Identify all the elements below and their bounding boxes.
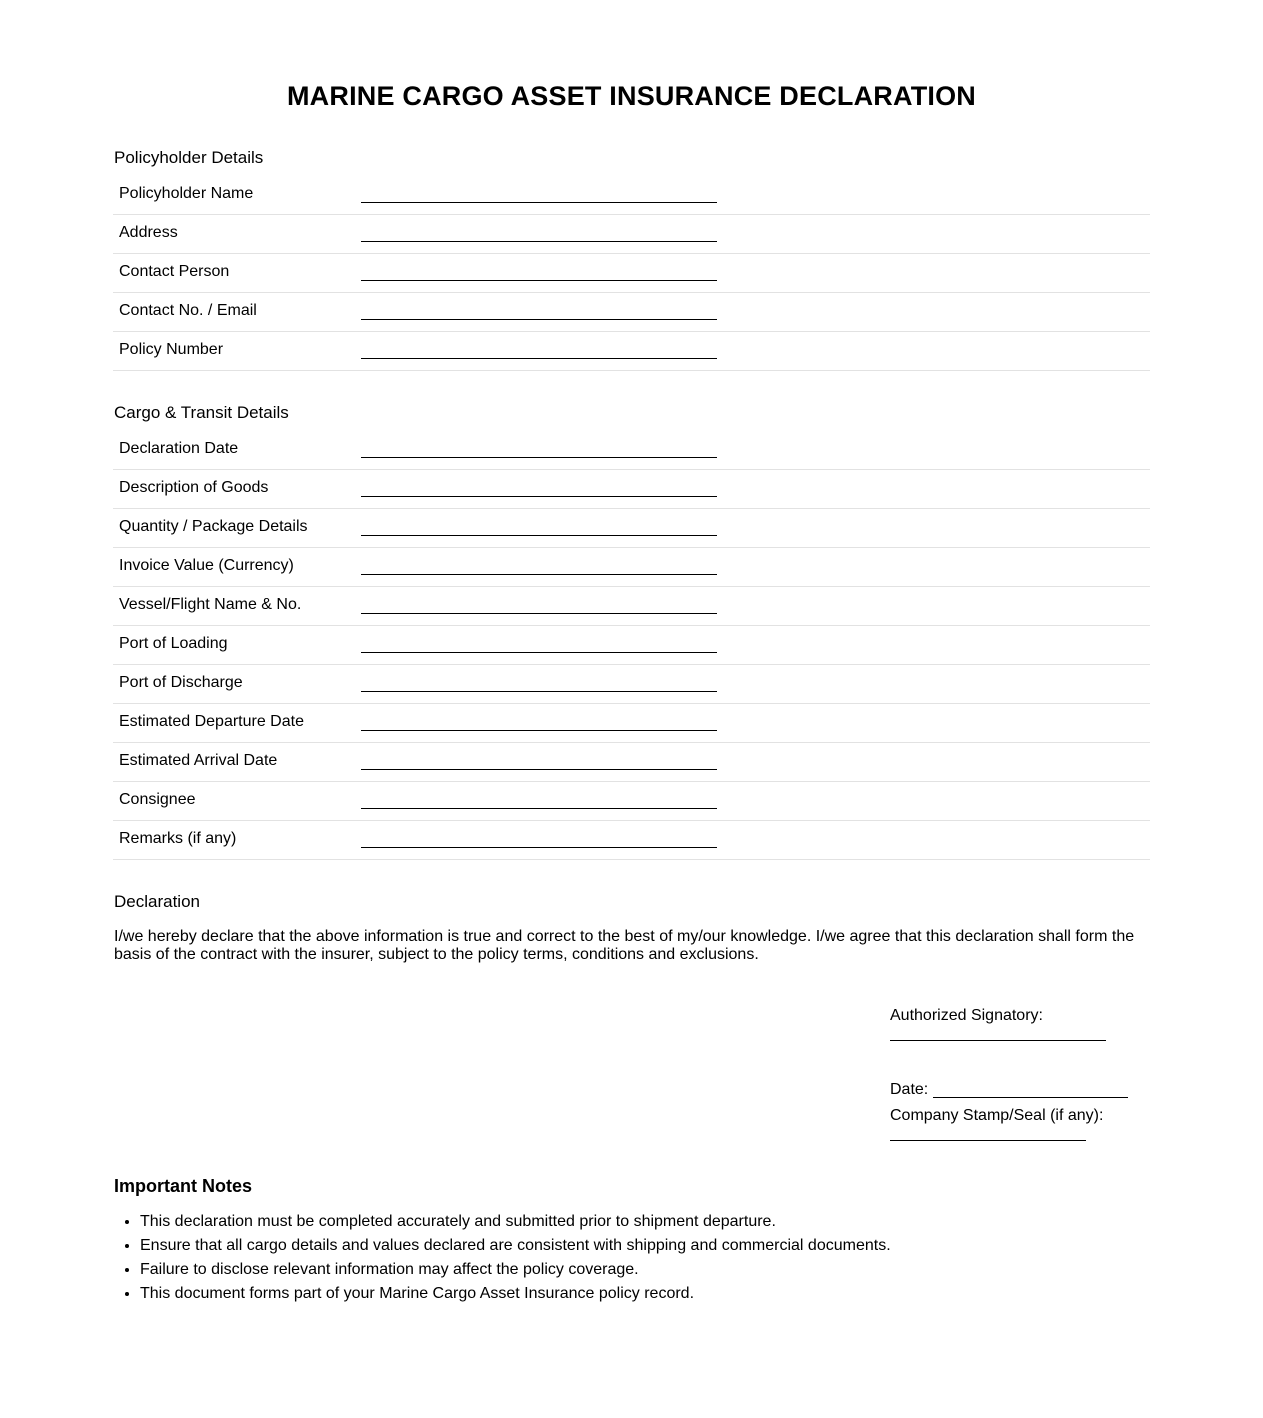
form-row-remarks [113,821,1150,860]
consignee-field[interactable] [361,808,717,809]
field-label: Port of Discharge [119,674,243,691]
field-label: Port of Loading [119,635,228,652]
form-row-arrival-date [113,743,1150,782]
cargo-form [113,431,1150,860]
remarks-field[interactable] [361,847,717,848]
company-stamp-line[interactable] [890,1140,1086,1141]
form-row-policy-number [113,332,1150,371]
vessel-flight-field[interactable] [361,613,717,614]
form-row-address [113,215,1150,254]
field-label: Address [119,224,178,241]
important-notes-list [114,1212,1140,1308]
field-label: Remarks (if any) [119,830,237,847]
list-item: • This document forms part of your Marine Cargo Asset Insurance policy record. [140,1284,1140,1308]
important-notes-heading: Important Notes [114,1176,253,1196]
field-label: Estimated Departure Date [119,713,304,730]
contact-email-field[interactable] [361,319,717,320]
cargo-section-heading: Cargo & Transit Details [114,403,289,422]
contact-person-field[interactable] [361,280,717,281]
policyholder-name-field[interactable] [361,202,717,203]
departure-date-field[interactable] [361,730,717,731]
date-label: Date: [890,1081,929,1098]
form-row-port-of-loading [113,626,1150,665]
document-title: MARINE CARGO ASSET INSURANCE DECLARATION [286,81,976,111]
form-row-consignee [113,782,1150,821]
invoice-value-field[interactable] [361,574,717,575]
field-label: Consignee [119,791,196,808]
signature-date-line[interactable] [933,1097,1128,1098]
port-of-discharge-field[interactable] [361,691,717,692]
arrival-date-field[interactable] [361,769,717,770]
form-row-declaration-date [113,431,1150,470]
declaration-date-field[interactable] [361,457,717,458]
field-label: Invoice Value (Currency) [119,557,294,574]
field-label: Contact Person [119,263,230,280]
description-of-goods-field[interactable] [361,496,717,497]
field-label: Vessel/Flight Name & No. [119,596,302,613]
form-row-port-of-discharge [113,665,1150,704]
declaration-text: I/we hereby declare that the above information is true and correct to the best of my/our knowledge. I/we agree that this declaration shall form the basis of the contract with the insurer, subject to the policy terms, conditions and exclusions. [114,928,1135,963]
address-field[interactable] [361,241,717,242]
form-row-quantity [113,509,1150,548]
form-row-policyholder-name [113,176,1150,215]
field-label: Quantity / Package Details [119,518,308,535]
list-item: • This declaration must be completed accurately and submitted prior to shipment departure. [140,1212,1140,1236]
policyholder-section-heading: Policyholder Details [114,148,264,167]
form-row-invoice-value [113,548,1150,587]
quantity-field[interactable] [361,535,717,536]
field-label: Declaration Date [119,440,239,457]
field-label: Policy Number [119,341,224,358]
policy-number-field[interactable] [361,358,717,359]
field-label: Policyholder Name [119,185,254,202]
field-label: Contact No. / Email [119,302,257,319]
policyholder-form [113,176,1150,371]
field-label: Estimated Arrival Date [119,752,278,769]
field-label: Description of Goods [119,479,269,496]
list-item: • Failure to disclose relevant information may affect the policy coverage. [140,1260,1140,1284]
authorized-signatory-line[interactable] [890,1040,1106,1041]
form-row-contact-email [113,293,1150,332]
form-row-contact-person [113,254,1150,293]
declaration-heading: Declaration [114,892,200,911]
authorized-signatory-label: Authorized Signatory: [890,1007,1043,1024]
list-item: • Ensure that all cargo details and values declared are consistent with shipping and commercial documents. [140,1236,1140,1260]
form-row-departure-date [113,704,1150,743]
company-stamp-label: Company Stamp/Seal (if any): [890,1107,1104,1124]
form-row-vessel-flight [113,587,1150,626]
port-of-loading-field[interactable] [361,652,717,653]
form-row-description-of-goods [113,470,1150,509]
